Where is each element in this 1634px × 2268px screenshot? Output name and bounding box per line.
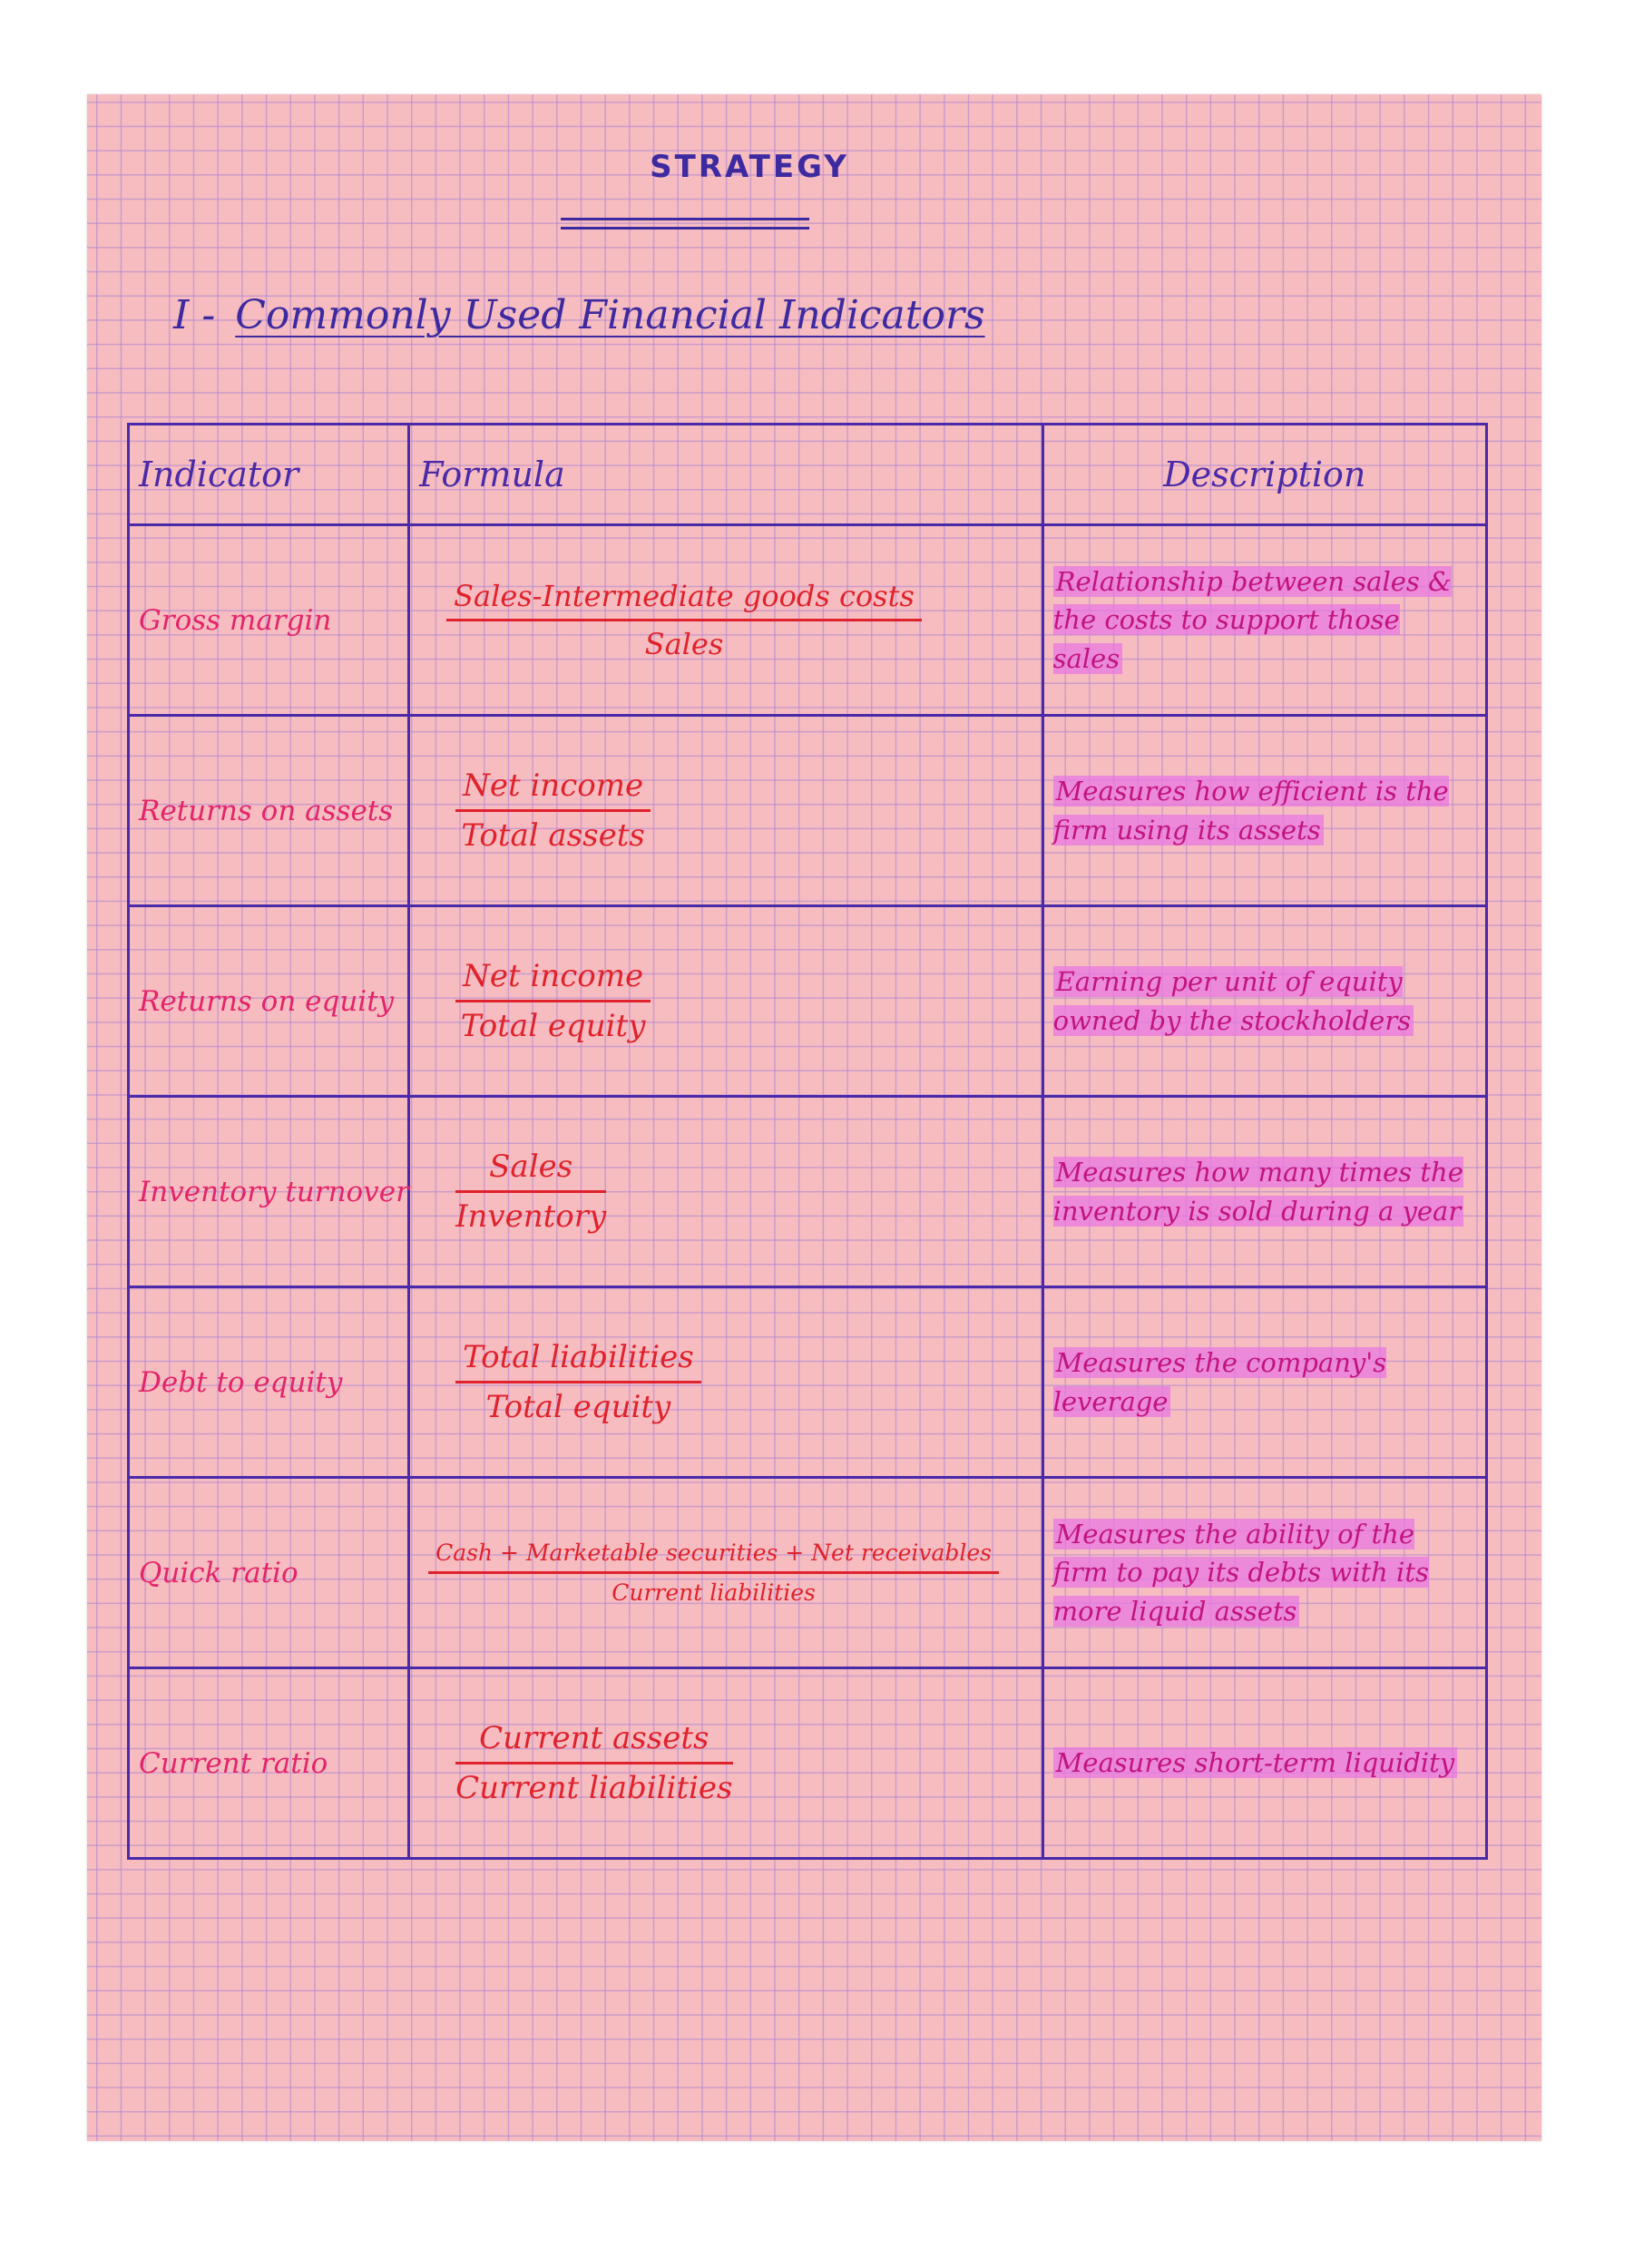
indicator-cell [129,906,409,1097]
formula-numerator: Sales-Intermediate goods costs [446,579,922,621]
formula-denominator: Sales [644,627,724,661]
formula-fraction [455,958,651,1044]
formula-numerator: Total liabilities [455,1339,701,1383]
header-formula: Formula [409,425,1043,525]
formula-fraction [455,1149,606,1235]
section-heading [173,292,985,338]
indicator-cell [129,525,409,716]
highlighted-description: Measures short-term liquidity [1053,1747,1458,1778]
table-row [129,525,1487,716]
indicator-name: Returns on assets [139,794,394,827]
highlighted-description: Relationship between sales & the costs to support those sales [1052,566,1452,674]
description-cell [1042,716,1486,906]
formula-cell [409,716,1043,906]
indicator-name: Debt to equity [139,1365,343,1399]
formula-cell [409,906,1043,1097]
description-text [1053,1744,1476,1782]
description-cell [1042,525,1486,716]
formula-denominator: Total assets [461,817,645,854]
formula-cell [409,1287,1043,1478]
description-text [1053,772,1476,848]
formula-fraction [455,767,651,854]
page-title: STRATEGY [650,149,849,185]
description-text [1053,963,1476,1039]
formula-denominator: Current liabilities [455,1770,733,1806]
formula-cell [409,525,1043,716]
indicator-cell [129,716,409,906]
table-row [129,716,1487,906]
description-text [1053,1153,1476,1229]
description-text [1053,562,1476,677]
formula-numerator: Sales [455,1149,606,1193]
indicator-cell [129,1097,409,1287]
section-number: I - [173,292,216,338]
financial-indicators-table [127,423,1488,1860]
title-underline-1 [561,218,809,220]
highlighted-description: Measures the ability of the firm to pay its debts with its more liquid assets [1052,1519,1429,1627]
formula-fraction [455,1339,701,1425]
highlighted-description: Measures the company's leverage [1052,1347,1387,1417]
table-row [129,906,1487,1097]
formula-numerator: Net income [455,958,651,1002]
indicator-name: Inventory turnover [139,1175,409,1208]
formula-cell [409,1097,1043,1287]
indicator-name: Current ratio [139,1746,328,1780]
formula-fraction [455,1720,732,1806]
description-text [1053,1515,1476,1629]
title-underline-2 [561,227,809,230]
indicator-cell [129,1478,409,1668]
description-cell [1042,906,1486,1097]
formula-numerator: Net income [455,767,651,812]
grid-paper-sheet [87,94,1541,2141]
formula-denominator: Total equity [485,1389,671,1425]
highlighted-description: Measures how efficient is the firm using its assets [1052,776,1449,846]
table-header-row [129,425,1487,525]
header-indicator: Indicator [129,425,409,525]
formula-denominator: Inventory [455,1198,607,1235]
description-cell [1042,1097,1486,1287]
formula-numerator: Current assets [455,1720,732,1765]
indicator-cell [129,1287,409,1478]
header-description: Description [1042,425,1486,525]
formula-denominator: Total equity [460,1008,646,1044]
section-heading-text: Commonly Used Financial Indicators [235,292,985,338]
formula-cell [409,1668,1043,1859]
table-row [129,1287,1487,1478]
description-cell [1042,1668,1486,1859]
formula-denominator: Current liabilities [612,1579,816,1606]
formula-cell [409,1478,1043,1668]
table-row [129,1097,1487,1287]
indicator-name: Returns on equity [139,984,395,1018]
description-cell [1042,1287,1486,1478]
description-cell [1042,1478,1486,1668]
table-row [129,1668,1487,1859]
description-text [1053,1344,1476,1420]
indicator-name: Gross margin [139,603,332,637]
table-row [129,1478,1487,1668]
formula-fraction [428,1540,999,1606]
indicator-name: Quick ratio [139,1556,298,1589]
formula-numerator: Cash + Marketable securities + Net receivables [428,1540,999,1574]
highlighted-description: Measures how many times the inventory is sold during a year [1052,1157,1463,1227]
indicator-cell [129,1668,409,1859]
highlighted-description: Earning per unit of equity owned by the stockholders [1053,966,1414,1035]
formula-fraction [446,579,922,661]
